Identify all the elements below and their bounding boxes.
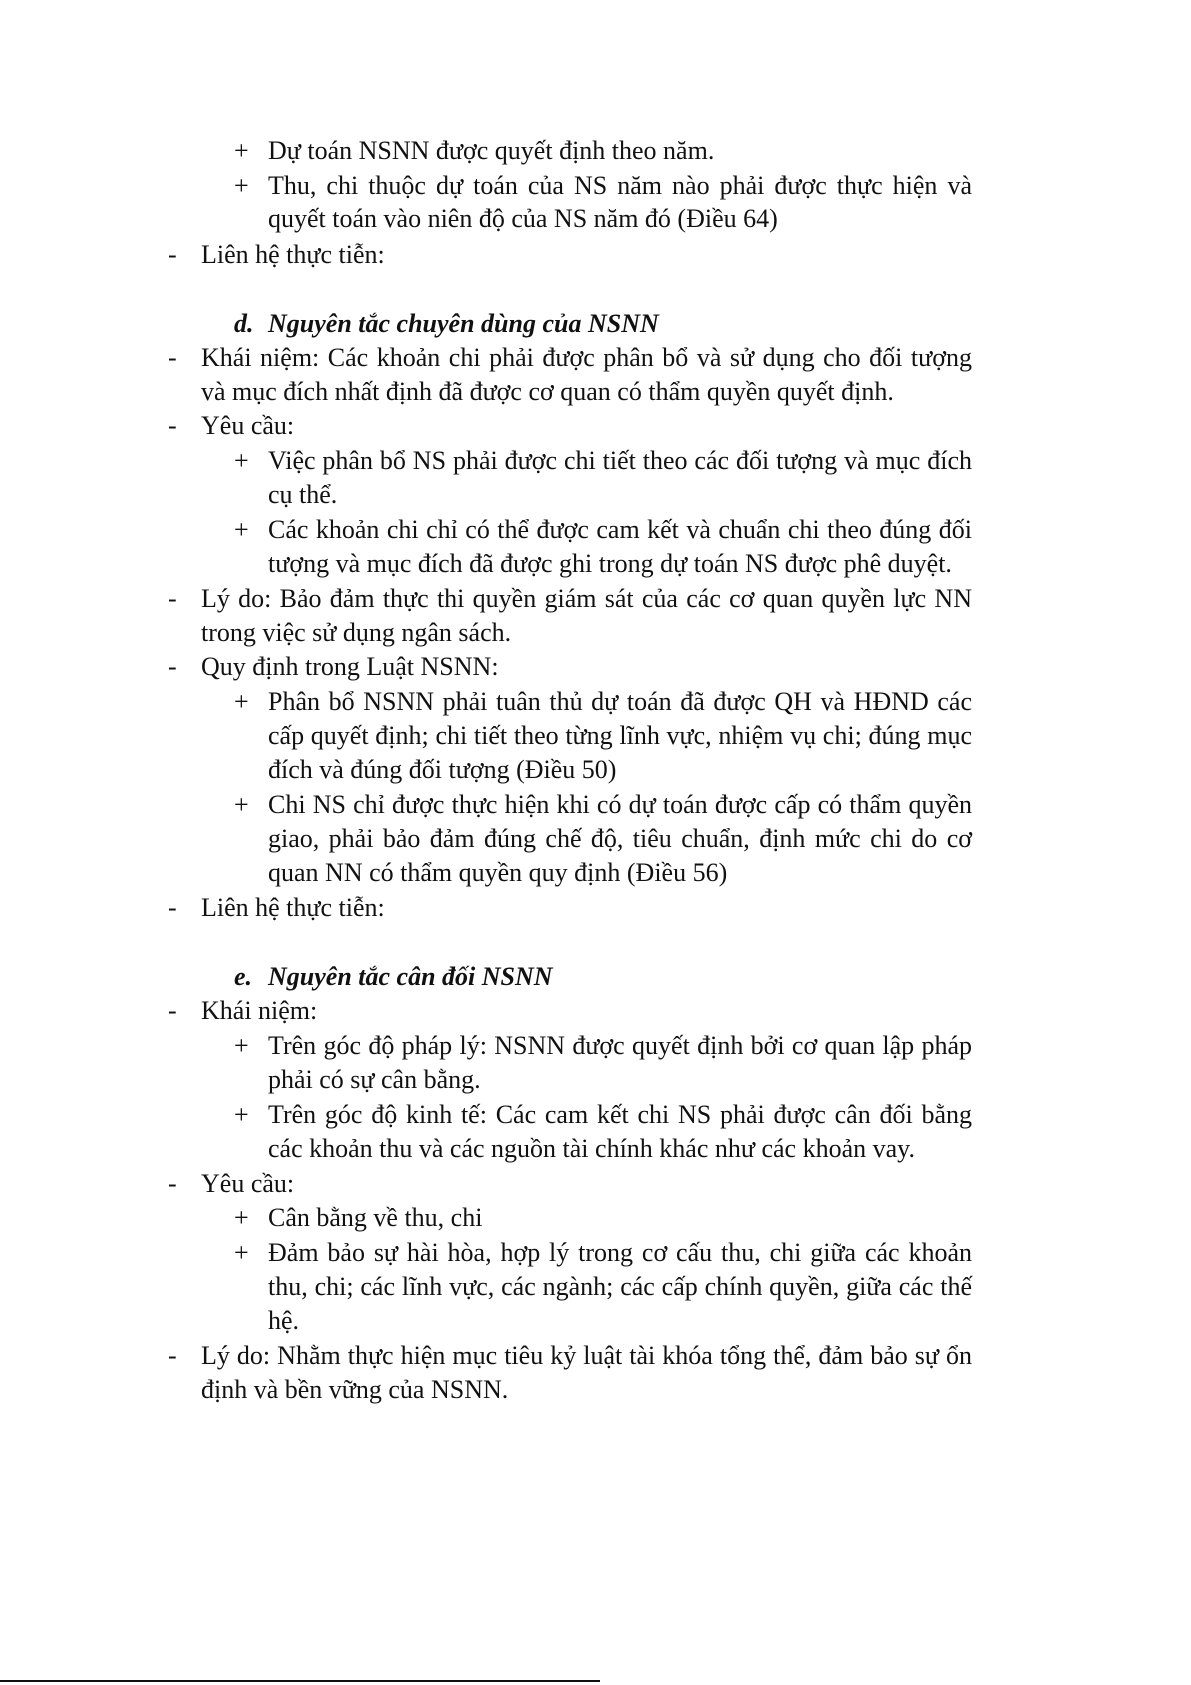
text-line: Chi NS chỉ được thực hiện khi có dự toán được cấp có thẩm quyền xyxy=(268,790,972,819)
text-line: thu, chi; các lĩnh vực, các ngành; các cấp chính quyền, giữa các thế xyxy=(268,1272,972,1301)
text-line: Dự toán NSNN được quyết định theo năm. xyxy=(268,136,715,165)
plus-bullet: + xyxy=(234,1203,249,1232)
text-line: Đảm bảo sự hài hòa, hợp lý trong cơ cấu thu, chi giữa các khoản xyxy=(268,1238,972,1267)
plus-bullet: + xyxy=(234,446,249,475)
plus-bullet: + xyxy=(234,1031,249,1060)
dash-bullet: - xyxy=(168,1169,177,1198)
dash-bullet: - xyxy=(168,584,177,613)
text-line: Lý do: Nhằm thực hiện mục tiêu kỷ luật tài khóa tổng thể, đảm bảo sự ổn xyxy=(201,1341,972,1370)
text-line: phải có sự cân bằng. xyxy=(268,1065,481,1094)
text-line: cụ thể. xyxy=(268,480,338,509)
text-line: Quy định trong Luật NSNN: xyxy=(201,652,499,681)
text-line: hệ. xyxy=(268,1306,300,1335)
text-line: quan NN có thẩm quyền quy định (Điều 56) xyxy=(268,858,728,887)
text-line: định và bền vững của NSNN. xyxy=(201,1375,509,1404)
section-label: e. xyxy=(234,962,253,991)
text-line: Yêu cầu: xyxy=(201,411,295,440)
text-line: Yêu cầu: xyxy=(201,1169,295,1198)
text-line: trong việc sử dụng ngân sách. xyxy=(201,618,512,647)
text-line: Liên hệ thực tiễn: xyxy=(201,240,385,269)
text-line: Việc phân bổ NS phải được chi tiết theo các đối tượng và mục đích xyxy=(268,446,972,475)
footer-rule xyxy=(0,1680,600,1682)
dash-bullet: - xyxy=(168,343,177,372)
text-line: Thu, chi thuộc dự toán của NS năm nào phải được thực hiện và xyxy=(268,171,972,200)
section-heading: Nguyên tắc cân đối NSNN xyxy=(268,962,553,991)
text-line: cấp quyết định; chi tiết theo từng lĩnh vực, nhiệm vụ chi; đúng mục xyxy=(268,721,972,750)
text-line: Trên góc độ kinh tế: Các cam kết chi NS phải được cân đối bằng xyxy=(268,1100,972,1129)
text-line: Các khoản chi chỉ có thể được cam kết và chuẩn chi theo đúng đối xyxy=(268,515,972,544)
dash-bullet: - xyxy=(168,240,177,269)
text-line: quyết toán vào niên độ của NS năm đó (Điều 64) xyxy=(268,204,778,233)
text-line: Khái niệm: xyxy=(201,996,318,1025)
section-heading: Nguyên tắc chuyên dùng của NSNN xyxy=(268,309,659,338)
text-line: Liên hệ thực tiễn: xyxy=(201,893,385,922)
text-line: tượng và mục đích đã được ghi trong dự toán NS được phê duyệt. xyxy=(268,549,952,578)
text-line: Khái niệm: Các khoản chi phải được phân bổ và sử dụng cho đối tượng xyxy=(201,343,972,372)
text-line: Cân bằng về thu, chi xyxy=(268,1203,483,1232)
text-line: giao, phải bảo đảm đúng chế độ, tiêu chuẩn, định mức chi do cơ xyxy=(268,824,972,853)
text-line: và mục đích nhất định đã được cơ quan có thẩm quyền quyết định. xyxy=(201,377,894,406)
dash-bullet: - xyxy=(168,996,177,1025)
plus-bullet: + xyxy=(234,515,249,544)
dash-bullet: - xyxy=(168,411,177,440)
plus-bullet: + xyxy=(234,687,249,716)
text-line: các khoản thu và các nguồn tài chính khác như các khoản vay. xyxy=(268,1134,915,1163)
dash-bullet: - xyxy=(168,652,177,681)
text-line: Phân bổ NSNN phải tuân thủ dự toán đã được QH và HĐND các xyxy=(268,687,972,716)
text-line: Lý do: Bảo đảm thực thi quyền giám sát của các cơ quan quyền lực NN xyxy=(201,584,972,613)
text-line: đích và đúng đối tượng (Điều 50) xyxy=(268,755,617,784)
dash-bullet: - xyxy=(168,1341,177,1370)
plus-bullet: + xyxy=(234,790,249,819)
section-label: d. xyxy=(234,309,254,338)
plus-bullet: + xyxy=(234,136,249,165)
text-line: Trên góc độ pháp lý: NSNN được quyết định bởi cơ quan lập pháp xyxy=(268,1031,972,1060)
plus-bullet: + xyxy=(234,171,249,200)
dash-bullet: - xyxy=(168,893,177,922)
plus-bullet: + xyxy=(234,1238,249,1267)
plus-bullet: + xyxy=(234,1100,249,1129)
